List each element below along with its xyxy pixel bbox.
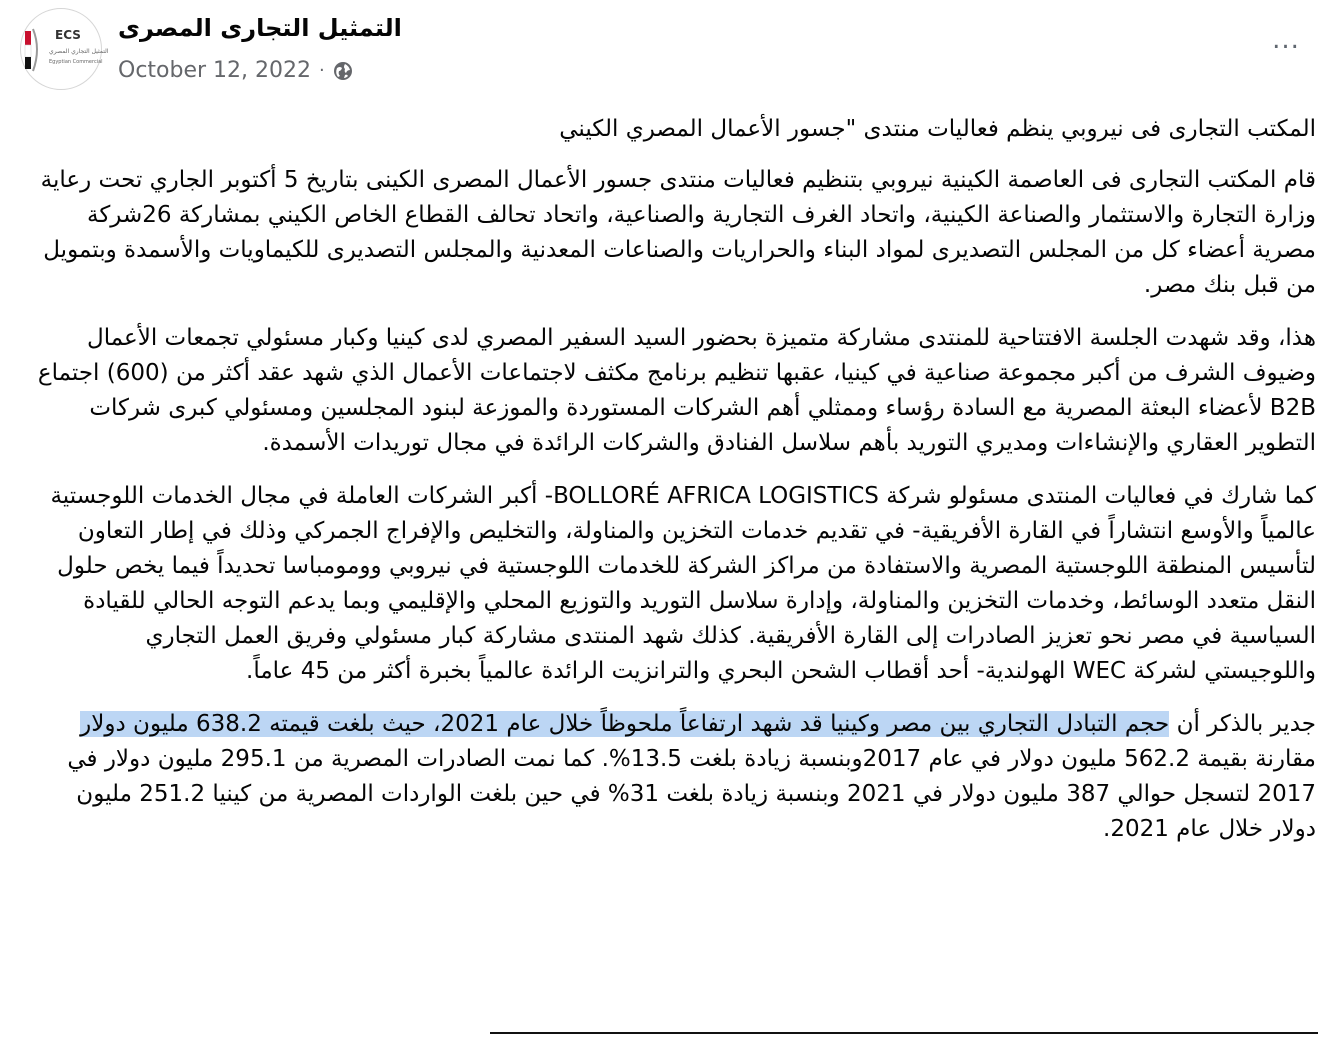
ecs-logo-icon [21,9,109,91]
paragraph-2: هذا، وقد شهدت الجلسة الافتتاحية للمنتدى مشاركة متميزة بحضور السيد السفير المصري لدى كينيا وكبار مسئولي تجمعات الأعمال وضيوف الشرف من أكبر مجموعة صناعية في كينيا، عقبها تنظيم برنامج مكثف لاجتماعات الأعمال الذي شهد عقد أكثر من (600) اجتماع B2B لأعضاء البعثة المصرية مع السادة رؤساء وممثلي أهم الشركات المستوردة والموزعة لبنود المجلسين ومسئولي كبرى شركات التطوير العقاري والإنشاءات ومديري التوريد بأهم سلاسل الفنادق والشركات الرائدة في مجال توريدات الأسمدة. [37,325,1316,456]
post-body [28,112,1316,865]
post-title: المكتب التجارى فى نيروبي ينظم فعاليات منتدى "جسور الأعمال المصري الكيني [559,116,1316,142]
page-name-link[interactable]: التمثيل التجارى المصرى [118,14,402,42]
globe-icon[interactable] [333,61,353,81]
divider-line [490,1032,1318,1034]
paragraph-4-start: جدير بالذكر أن [1169,711,1316,737]
post-meta [118,58,353,83]
paragraph-1: قام المكتب التجارى فى العاصمة الكينية نيروبي بتنظيم فعاليات منتدى جسور الأعمال المصرى الكينى بتاريخ 5 أكتوبر الجاري تحت رعاية وزارة التجارة والاستثمار والصناعة الكينية، واتحاد الغرف التجارية والصناعية، واتحاد تحالف القطاع الخاص الكيني بمشاركة 26شركة مصرية أعضاء كل من المجلس التصديرى لمواد البناء والحراريات والصناعات المعدنية والمجلس التصديرى للكيماويات والأسمدة وبتمويل من قبل بنك مصر. [40,167,1316,298]
post-date[interactable]: October 12, 2022 [118,58,312,83]
logo-text: ECS [55,28,81,42]
paragraph-3: كما شارك في فعاليات المنتدى مسئولو شركة BOLLORÉ AFRICA LOGISTICS- أكبر الشركات العاملة في مجال الخدمات اللوجستية عالمياً والأوسع انتشاراً في القارة الأفريقية- في تقديم خدمات التخزين والمناولة، والتخليص والإفراج الجمركي وذلك في إطار التعاون لتأسيس المنطقة اللوجستية المصرية والاستفادة من مراكز الشركة للخدمات اللوجستية في نيروبي وومومباسا تحديداً فيما يخص حلول النقل متعدد الوسائط، وخدمات التخزين والمناولة، وإدارة سلاسل التوريد والتوزيع المحلي والإقليمي وبما يدعم التوجه الحالي للقيادة السياسية في مصر نحو تعزيز الصادرات إلى القارة الأفريقية. كذلك شهد المنتدى مشاركة كبار مسئولي وفريق العمل التجاري واللوجيستي لشركة WEC الهولندية- أحد أقطاب الشحن البحري والترانزيت الرائدة عالمياً بخبرة أكثر من 45 عاماً. [50,483,1316,684]
more-options-button[interactable] [1266,25,1306,60]
meta-separator: · [319,60,325,81]
page-avatar[interactable] [20,8,109,90]
logo-sub-en: Egyptian Commercial [49,59,103,65]
logo-sub-ar: التمثيل التجاري المصري [49,48,109,55]
paragraph-4-end: مقارنة بقيمة 562.2 مليون دولار في عام 2017وبنسبة زيادة بلغت 13.5%. كما نمت الصادرات المصرية من 295.1 مليون دولار في 2017 لتسجل حوالي 387 مليون دولار في 2021 وبنسبة زيادة بلغت 31% في حين بلغت الواردات المصرية من كينيا 251.2 مليون دولار خلال عام 2021. [67,746,1316,842]
more-options-icon: ... [1272,25,1300,55]
selected-text-highlight[interactable]: حجم التبادل التجاري بين مصر وكينيا قد شهد ارتفاعاً ملحوظاً خلال عام 2021، حيث بلغت قيمته 638.2 مليون دولار [80,711,1170,737]
paragraph-4 [28,707,1316,847]
